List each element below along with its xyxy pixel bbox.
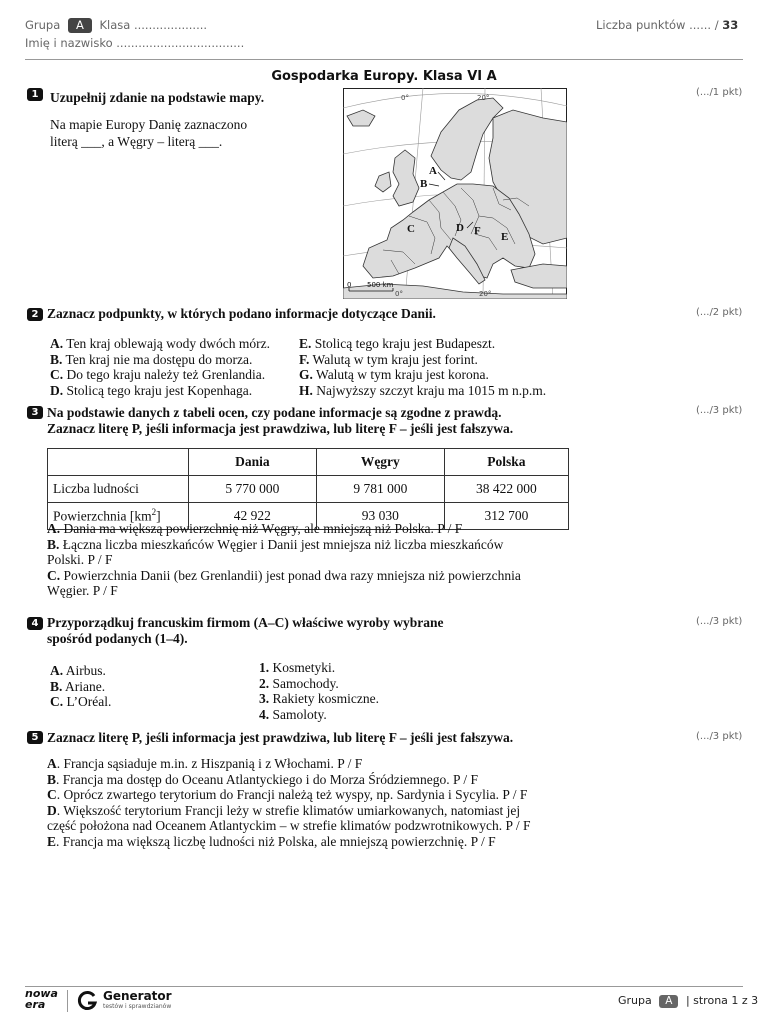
q2-options-left	[50, 336, 270, 398]
map-lon-20-top: 20°	[477, 94, 490, 102]
q2-option-c: C. Do tego kraju należy też Grenlandia.	[50, 367, 266, 382]
footer-page-number: | strona 1 z 3	[685, 994, 759, 1007]
q5-statement-e: E. Francja ma większą liczbę ludności niż Polska, ale mniejszą powierzchnię. P / F	[47, 833, 496, 849]
map-label-c: C	[407, 223, 415, 235]
map-scale-label: 500 km	[367, 281, 394, 289]
q4-product-4: 4. Samoloty.	[259, 706, 327, 722]
header-divider	[25, 59, 743, 60]
q2-option-b: B. Ten kraj nie ma dostępu do morza.	[50, 351, 253, 367]
class-field: Klasa ....................	[99, 18, 208, 32]
table-cell: 93 030	[316, 503, 444, 530]
map-label-e: E	[501, 231, 509, 243]
table-corner-cell	[48, 449, 189, 476]
q2-option-e: E. Stolicą tego kraju jest Budapeszt.	[299, 336, 496, 351]
europe-map	[343, 88, 567, 299]
map-lon-0-top: 0°	[401, 94, 409, 102]
generator-subtitle: testów i sprawdzianów	[103, 1003, 172, 1010]
question-number-1: 1	[27, 88, 43, 101]
q4-prompt-line2: spośród podanych (1–4).	[47, 631, 188, 646]
q4-firms	[50, 663, 111, 710]
table-row-label: Powierzchnia $[km^2]$	[48, 503, 189, 530]
table-cell: 42 922	[188, 503, 316, 530]
q3-statement-b: B. Łączna liczba mieszkańców Węgier i Danii jest mniejsza niż liczba mieszkańców	[47, 536, 504, 552]
q1-text-line2: literą ___, a Węgry – literą ___.	[50, 134, 223, 149]
q5-statements	[47, 756, 627, 849]
q3-statements	[47, 521, 587, 599]
map-label-b: B	[420, 178, 428, 190]
table-header-cell: Dania	[188, 449, 316, 476]
nowa-era-logo: nowa era	[25, 987, 58, 1011]
q4-product-3: 3. Rakiety kosmiczne.	[259, 691, 379, 706]
q2-prompt: Zaznacz podpunkty, w których podano informacje dotyczące Danii.	[47, 306, 436, 321]
header-group-line	[25, 18, 207, 33]
map-scale-zero: 0	[347, 281, 352, 289]
q4-firm-a: A. Airbus.	[50, 663, 106, 678]
q5-statement-c: C. Oprócz zwartego terytorium do Francji należą też wyspy, np. Sardynia i Sycylia. P / F	[47, 787, 528, 802]
q3-prompt-line2: Zaznacz literę P, jeśli informacja jest prawdziwa, lub literę F – jeśli jest fałszywa.	[47, 421, 514, 436]
q3-data-table	[47, 448, 569, 530]
table-header-cell: Węgry	[316, 449, 444, 476]
map-label-d: D	[456, 222, 464, 234]
q4-product-2: 2. Samochody.	[259, 675, 339, 691]
q4-firm-c: C. L’Oréal.	[50, 694, 112, 709]
table-cell: 9 781 000	[316, 476, 444, 503]
table-cell: 312 700	[444, 503, 568, 530]
question-number-3: 3	[27, 406, 43, 419]
table-cell: 38 422 000	[444, 476, 568, 503]
table-header-cell: Polska	[444, 449, 568, 476]
q4-firm-b: B. Ariane.	[50, 678, 106, 694]
q3-statement-c: C. Powierzchnia Danii (bez Grenlandii) jest ponad dwa razy mniejsza niż powierzchnia	[47, 567, 521, 583]
points-label: Liczba punktów ...... /	[596, 18, 719, 32]
q1-text-line1: Na mapie Europy Danię zaznaczono	[50, 117, 248, 132]
table-header-row	[48, 449, 569, 476]
q5-statement-b: B. Francja ma dostęp do Oceanu Atlantyckiego i do Morza Śródziemnego. P / F	[47, 771, 479, 787]
q5-statement-a: A. Francja sąsiaduje m.in. z Hiszpanią i z Włochami. P / F	[47, 756, 363, 771]
q4-products	[259, 660, 379, 722]
q2-points: (.../2 pkt)	[696, 307, 743, 318]
q2-option-g: G. Walutą w tym kraju jest korona.	[299, 367, 489, 382]
q2-option-a: A. Ten kraj oblewają wody dwóch mórz.	[50, 336, 271, 351]
q3-prompt-line1: Na podstawie danych z tabeli ocen, czy podane informacje są zgodne z prawdą.	[47, 405, 502, 420]
q5-statement-d-cont: część położona nad Oceanem Atlantyckim – w strefie klimatów podzwrotnikowych. P / F	[47, 818, 531, 833]
name-field: Imię i nazwisko ...................................	[25, 36, 245, 50]
q3-statement-c-cont: Węgier. P / F	[47, 583, 118, 598]
map-label-a: A	[429, 165, 437, 177]
map-lon-20-bottom: 20°	[479, 290, 492, 298]
page-title: Gospodarka Europy. Klasa VI A	[271, 69, 497, 84]
q3-statement-a: A. Dania ma większą powierzchnię niż Węgry, ale mniejszą niż Polska. P / F	[47, 521, 463, 536]
map-label-f: F	[474, 225, 481, 237]
q4-prompt-line1: Przyporządkuj francuskim firmom (A–C) właściwe wyroby wybrane	[47, 615, 444, 630]
q2-option-h: H. Najwyższy szczyt kraju ma 1015 m n.p.m.	[299, 382, 547, 398]
footer-divider	[25, 986, 743, 987]
table-cell: 5 770 000	[188, 476, 316, 503]
q3-statement-b-cont: Polski. P / F	[47, 552, 113, 567]
generator-logo-icon	[76, 990, 98, 1012]
question-number-5: 5	[27, 731, 43, 744]
footer-group-badge: A	[659, 995, 678, 1008]
points-total: 33	[722, 18, 739, 32]
q1-points: (.../1 pkt)	[696, 87, 743, 98]
q5-points: (.../3 pkt)	[696, 731, 743, 742]
points-field	[596, 18, 738, 32]
footer-page-info	[618, 994, 758, 1008]
group-label: Grupa	[25, 18, 61, 32]
question-number-2: 2	[27, 308, 43, 321]
q2-option-f: F. Walutą w tym kraju jest forint.	[299, 351, 478, 367]
question-number-4: 4	[27, 617, 43, 630]
generator-title: Generator	[103, 989, 172, 1003]
table-row-label: Liczba ludności	[48, 476, 189, 503]
q5-prompt: Zaznacz literę P, jeśli informacja jest prawdziwa, lub literę F – jeśli jest fałszywa.	[47, 730, 514, 745]
table-row	[48, 476, 569, 503]
footer-logo-separator	[67, 990, 68, 1012]
q1-prompt: Uzupełnij zdanie na podstawie mapy.	[50, 90, 265, 105]
q4-product-1: 1. Kosmetyki.	[259, 660, 336, 675]
group-badge: A	[68, 18, 92, 33]
q2-option-d: D. Stolicą tego kraju jest Kopenhaga.	[50, 382, 253, 398]
q2-options-right	[299, 336, 546, 398]
map-lon-0-bottom: 0°	[395, 290, 403, 298]
q4-points: (.../3 pkt)	[696, 616, 743, 627]
q3-points: (.../3 pkt)	[696, 405, 743, 416]
q5-statement-d: D. Większość terytorium Francji leży w strefie klimatów umiarkowanych, natomiast jej	[47, 802, 521, 818]
footer-group-label: Grupa	[618, 994, 652, 1007]
